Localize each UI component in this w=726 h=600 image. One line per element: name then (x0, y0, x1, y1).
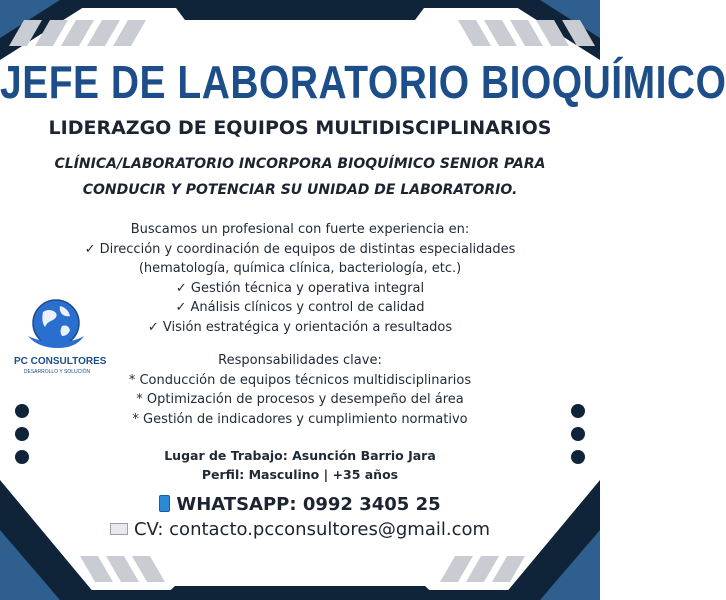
intro-text (0, 151, 600, 203)
job-location: Lugar de Trabajo: Asunción Barrio Jara (164, 448, 436, 463)
job-info (0, 446, 600, 484)
whatsapp-text: WHATSAPP: 0992 3405 25 (176, 494, 441, 515)
requirements-section (0, 220, 600, 338)
responsibility-item: * Conducción de equipos técnicos multidisciplinarios (128, 372, 472, 388)
whatsapp-contact[interactable] (0, 494, 600, 515)
bottom-left-stripes (80, 556, 165, 582)
top-left-stripes (9, 20, 146, 46)
top-center-band (170, 0, 430, 20)
envelope-icon (110, 523, 128, 535)
requirement-item: ✓ Gestión técnica y operativa integral (175, 280, 425, 296)
page-title: JEFE DE LABORATORIO BIOQUÍMICO (0, 58, 726, 109)
logo-tagline: DESARROLLO Y SOLUCIÓN (23, 369, 91, 375)
requirement-item: ✓ Dirección y coordinación de equipos de distintas especialidades (84, 241, 516, 257)
cv-email-text: CV: contacto.pcconsultores@gmail.com (133, 519, 491, 540)
responsibilities-section (0, 351, 600, 429)
responsibilities-heading: Responsabilidades clave: (218, 353, 382, 368)
bottom-center-band (160, 586, 440, 600)
mobile-phone-icon (159, 495, 170, 512)
requirement-item: (hematología, química clínica, bacteriología, etc.) (138, 261, 462, 277)
requirements-heading: Buscamos un profesional con fuerte experiencia en: (130, 222, 470, 237)
responsibility-item: * Optimización de procesos y desempeño del área (136, 392, 464, 408)
bottom-right-stripes (440, 556, 525, 582)
responsibility-item: * Gestión de indicadores y cumplimiento normativo (132, 411, 468, 427)
cv-email-contact[interactable] (0, 519, 600, 540)
requirement-item: ✓ Visión estratégica y orientación a resultados (147, 319, 453, 335)
job-profile: Perfil: Masculino | +35 años (201, 467, 399, 482)
page-subtitle: LIDERAZGO DE EQUIPOS MULTIDISCIPLINARIOS (48, 117, 552, 139)
logo-name: PC CONSULTORES (14, 356, 107, 367)
intro-line: CLÍNICA/LABORATORIO INCORPORA BIOQUÍMICO SENIOR PARA (54, 156, 546, 172)
requirement-item: ✓ Análisis clínicos y control de calidad (175, 300, 425, 316)
intro-line: CONDUCIR Y POTENCIAR SU UNIDAD DE LABORATORIO. (82, 182, 518, 198)
